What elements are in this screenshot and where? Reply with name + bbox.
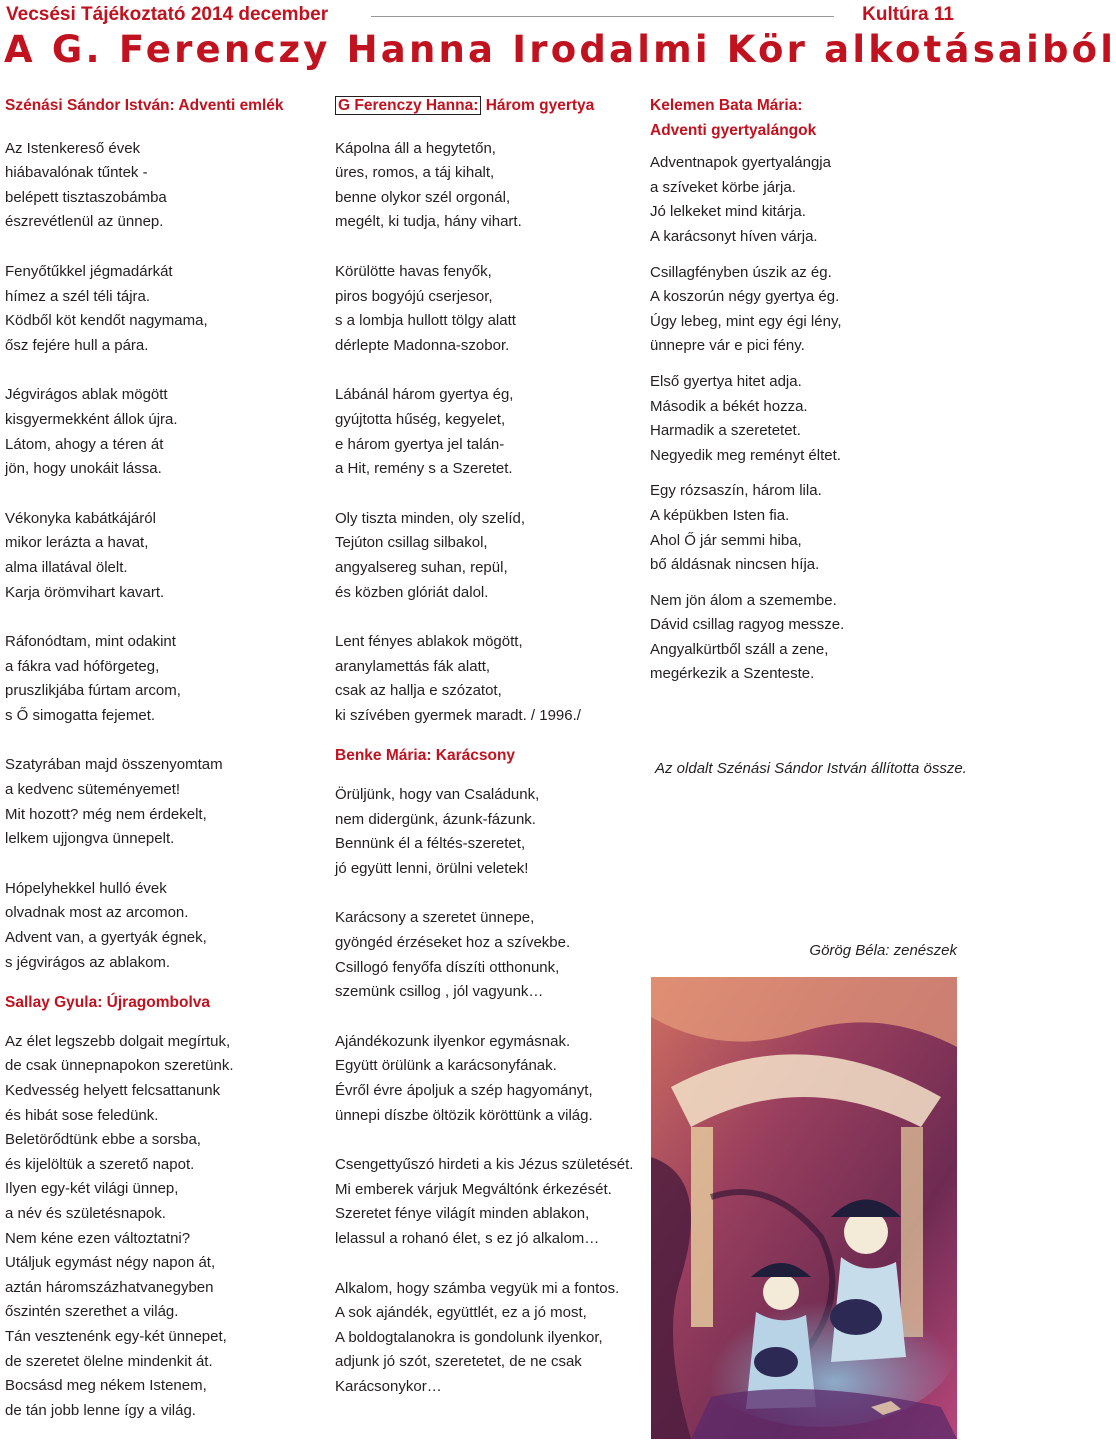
poem-line: és hibát sose feledünk. xyxy=(5,1106,159,1124)
poem-line: nem didergünk, ázunk-fázunk. xyxy=(335,810,536,828)
poem-line: s Ő simogatta fejemet. xyxy=(5,706,156,724)
poem-line: Vékonyka kabátkájáról xyxy=(5,509,156,527)
poem-body-adventi-emlek xyxy=(5,137,310,976)
poem-line: Első gyertya hitet adja. xyxy=(650,372,802,390)
stanza xyxy=(650,479,955,577)
stanza xyxy=(5,630,310,728)
header-rule xyxy=(371,16,834,17)
poem-title-line: Adventi gyertyalángok xyxy=(650,121,817,139)
poem-line: Ilyen egy-két világi ünnep, xyxy=(5,1180,179,1198)
poem-body-ujragombolva xyxy=(5,1030,310,1424)
poem-line: Dávid csillag ragyog messze. xyxy=(650,616,845,634)
poem-line: aranylamettás fák alatt, xyxy=(335,657,491,675)
poem-line: a szíveket körbe járja. xyxy=(650,178,796,196)
poem-line: de szeretet ölelne mindenkit át. xyxy=(5,1352,213,1370)
poem-line: Egy rózsaszín, három lila. xyxy=(650,482,822,500)
poem-author-boxed: G Ferenczy Hanna: xyxy=(335,96,481,115)
stanza xyxy=(335,137,635,235)
stanza xyxy=(650,589,955,687)
poem-line: hiábavalónak tűntek - xyxy=(5,164,148,182)
poem-line: őszintén szerethet a világ. xyxy=(5,1303,179,1321)
poem-line: Harmadik a szeretetet. xyxy=(650,422,801,440)
poem-line: s jégvirágos az ablakom. xyxy=(5,953,171,971)
poem-line: Az Istenkereső évek xyxy=(5,139,141,157)
poem-line: Mi emberek várjuk Megváltónk érkezését. xyxy=(335,1180,612,1198)
poem-line: Lábánál három gyertya ég, xyxy=(335,386,514,404)
poem-line: Lent fényes ablakok mögött, xyxy=(335,633,523,651)
poem-line: Karácsonykor… xyxy=(335,1377,442,1395)
poem-line: e három gyertya jel talán- xyxy=(335,435,505,453)
poem-line: Nem jön álom a szemembe. xyxy=(650,591,837,609)
poem-line: a kedvenc süteményemet! xyxy=(5,781,181,799)
poem-line: dérlepte Madonna-szobor. xyxy=(335,336,510,354)
poem-line: és közben glóriát dalol. xyxy=(335,583,489,601)
page-header xyxy=(6,4,954,30)
poem-line: a fákra vad hóförgeteg, xyxy=(5,657,160,675)
stanza xyxy=(650,261,955,359)
stanza xyxy=(335,1277,635,1400)
poem-line: pruszlikjába fúrtam arcom, xyxy=(5,682,181,700)
stanza xyxy=(335,906,635,1004)
stanza xyxy=(5,507,310,605)
column-2 xyxy=(335,94,635,1400)
poem-title-text: Három gyertya xyxy=(481,97,595,114)
poem-body-harom-gyertya xyxy=(335,137,635,729)
poem-line: de csak ünnepnapokon szeretünk. xyxy=(5,1057,234,1075)
poem-line: a név és születésnapok. xyxy=(5,1204,166,1222)
poem-line: észrevétlenül az ünnep. xyxy=(5,213,164,231)
stanza xyxy=(335,383,635,481)
poem-line: gyöngéd érzéseket hoz a szívekbe. xyxy=(335,934,571,952)
poem-line: a Hit, remény s a Szeretet. xyxy=(335,460,513,478)
poem-line: Úgy lebeg, mint egy égi lény, xyxy=(650,312,842,330)
poem-line: Oly tiszta minden, oly szelíd, xyxy=(335,509,526,527)
stanza xyxy=(650,370,955,468)
poem-line: lelassul a rohanó élet, s ez jó alkalom… xyxy=(335,1229,600,1247)
stanza xyxy=(5,260,310,358)
poem-line: Alkalom, hogy számba vegyük mi a fontos. xyxy=(335,1279,620,1297)
column-3 xyxy=(650,94,955,687)
poem-line: Ráfonódtam, mint odakint xyxy=(5,633,176,651)
stanza xyxy=(335,260,635,358)
stanza xyxy=(335,783,635,881)
stanza xyxy=(5,1030,310,1424)
poem-line: Karácsony a szeretet ünnepe, xyxy=(335,909,535,927)
poem-line: A képükben Isten fia. xyxy=(650,506,790,524)
poem-line: Ahol Ő jár semmi hiba, xyxy=(650,531,802,549)
poem-line: s a lombja hullott tölgy alatt xyxy=(335,312,516,330)
poem-line: angyalsereg suhan, repül, xyxy=(335,558,508,576)
header-section: Kultúra 11 xyxy=(862,4,954,25)
poem-line: Angyalkürtből száll a zene, xyxy=(650,640,829,658)
poem-line: kisgyermekként állok újra. xyxy=(5,410,178,428)
poem-line: megérkezik a Szenteste. xyxy=(650,665,815,683)
poem-line: lelkem ujjongva ünnepelt. xyxy=(5,830,175,848)
poem-line: gyújtotta hűség, kegyelet, xyxy=(335,410,506,428)
poem-line: bő áldásnak nincsen híja. xyxy=(650,556,820,574)
poem-line: hímez a szél téli tájra. xyxy=(5,287,151,305)
poem-line: Adventnapok gyertyalángja xyxy=(650,154,831,172)
poem-line: Látom, ahogy a téren át xyxy=(5,435,164,453)
poem-line: Mit hozott? még nem érdekelt, xyxy=(5,805,207,823)
poem-line: ki szívében gyermek maradt. / 1996./ xyxy=(335,706,581,724)
poem-line: A karácsonyt híven várja. xyxy=(650,227,818,245)
poem-title-line: Kelemen Bata Mária: xyxy=(650,97,803,114)
poem-line: Örüljünk, hogy van Családunk, xyxy=(335,786,540,804)
painting-musicians-icon xyxy=(651,977,957,1439)
stanza xyxy=(650,151,955,249)
poem-line: ünnepre vár e pici fény. xyxy=(650,337,805,355)
poem-line: Utáljuk egymást négy napon át, xyxy=(5,1254,216,1272)
poem-line: adjunk jó szót, szeretetet, de ne csak xyxy=(335,1353,582,1371)
poem-line: Kápolna áll a hegytetőn, xyxy=(335,139,496,157)
compiler-credit: Az oldalt Szénási Sándor István állította össze. xyxy=(655,760,967,777)
poem-line: olvadnak most az arcomon. xyxy=(5,904,189,922)
poem-line: Tán vesztenénk egy-két ünnepet, xyxy=(5,1327,227,1345)
poem-line: Bennünk él a féltés-szeretet, xyxy=(335,835,526,853)
poem-line: A sok ajándék, együttlét, ez a jó most, xyxy=(335,1304,587,1322)
poem-line: A koszorún négy gyertya ég. xyxy=(650,288,840,306)
page-title: A G. Ferenczy Hanna Irodalmi Kör alkotásaiból xyxy=(4,28,1116,71)
poem-line: Évről évre ápoljuk a szép hagyományt, xyxy=(335,1082,593,1099)
stanza xyxy=(5,137,310,235)
poem-line: szemünk csillog , jól vagyunk… xyxy=(335,983,544,1001)
poem-line: Ködből köt kendőt nagymama, xyxy=(5,312,208,330)
poem-line: Jégvirágos ablak mögött xyxy=(5,386,168,404)
poem-body-karacsony xyxy=(335,783,635,1399)
poem-title-harom-gyertya xyxy=(335,94,635,119)
poem-line: aztán háromszázhatvanegyben xyxy=(5,1278,214,1296)
poem-line: Az élet legszebb dolgait megírtuk, xyxy=(5,1032,231,1050)
poem-line: de tán jobb lenne így a világ. xyxy=(5,1401,196,1419)
poem-body-adventi-gyertyalangok xyxy=(650,151,955,687)
poem-line: megélt, ki tudja, hány vihart. xyxy=(335,213,522,231)
poem-line: Fenyőtűkkel jégmadárkát xyxy=(5,262,173,280)
poem-line: jó együtt lenni, örülni veletek! xyxy=(335,859,529,877)
poem-title-karacsony: Benke Mária: Karácsony xyxy=(335,747,516,765)
poem-line: piros bogyójú cserjesor, xyxy=(335,287,493,305)
poem-line: Karja örömvihart kavart. xyxy=(5,583,165,601)
poem-line: Szatyrában majd összenyomtam xyxy=(5,756,223,774)
painting-caption: Görög Béla: zenészek xyxy=(809,942,957,959)
poem-line: Negyedik meg reményt éltet. xyxy=(650,446,841,464)
stanza xyxy=(5,877,310,975)
poem-line: csak az hallja e szózatot, xyxy=(335,682,502,700)
poem-line: Hópelyhekkel hulló évek xyxy=(5,879,167,897)
poem-line: benne olykor szél orgonál, xyxy=(335,188,511,206)
poem-line: Nem kéne ezen változtatni? xyxy=(5,1229,191,1247)
header-publication: Vecsési Tájékoztató 2014 december xyxy=(6,4,329,25)
poem-title-adventi-gyertyalangok xyxy=(650,94,955,143)
poem-title-adventi-emlek: Szénási Sándor István: Adventi emlék xyxy=(5,97,284,114)
poem-line: Jó lelkeket mind kitárja. xyxy=(650,203,806,221)
stanza xyxy=(5,383,310,481)
poem-line: mikor lerázta a havat, xyxy=(5,534,149,552)
poem-line: és kijelöltük a szerető napot. xyxy=(5,1155,195,1173)
stanza xyxy=(335,630,635,728)
poem-line: Ajándékozunk ilyenkor egymásnak. xyxy=(335,1032,571,1050)
poem-line: üres, romos, a táj kihalt, xyxy=(335,164,495,182)
poem-line: Kedvesség helyett felcsattanunk xyxy=(5,1082,221,1099)
poem-line: jön, hogy unokáit lássa. xyxy=(5,460,162,478)
stanza xyxy=(5,753,310,851)
poem-line: alma illatával ölelt. xyxy=(5,558,128,576)
poem-line: Csillogó fenyőfa díszíti otthonunk, xyxy=(335,958,560,976)
poem-title-ujragombolva: Sallay Gyula: Újragombolva xyxy=(5,994,211,1012)
poem-line: Csengettyűszó hirdeti a kis Jézus születését. xyxy=(335,1156,634,1174)
poem-line: Advent van, a gyertyák égnek, xyxy=(5,929,207,947)
poem-line: Beletörődtünk ebbe a sorsba, xyxy=(5,1131,201,1149)
poem-line: Második a békét hozza. xyxy=(650,397,808,415)
poem-line: A boldogtalanokra is gondolunk ilyenkor, xyxy=(335,1328,603,1346)
poem-line: Együtt örülünk a karácsonyfának. xyxy=(335,1057,557,1075)
poem-line: Körülötte havas fenyők, xyxy=(335,262,492,280)
stanza xyxy=(335,1030,635,1128)
poem-line: ünnepi díszbe öltözik köröttünk a világ. xyxy=(335,1106,593,1124)
poem-line: Bocsásd meg nékem Istenem, xyxy=(5,1377,207,1395)
stanza xyxy=(335,1153,635,1251)
poem-line: Szeretet fénye világít minden ablakon, xyxy=(335,1205,590,1223)
poem-line: belépett tisztaszobámba xyxy=(5,188,167,206)
stanza xyxy=(335,507,635,605)
poem-line: Csillagfényben úszik az ég. xyxy=(650,263,832,281)
poem-line: ősz fejére hull a pára. xyxy=(5,336,149,354)
column-1 xyxy=(5,94,310,1423)
poem-line: Tejúton csillag silbakol, xyxy=(335,534,488,552)
